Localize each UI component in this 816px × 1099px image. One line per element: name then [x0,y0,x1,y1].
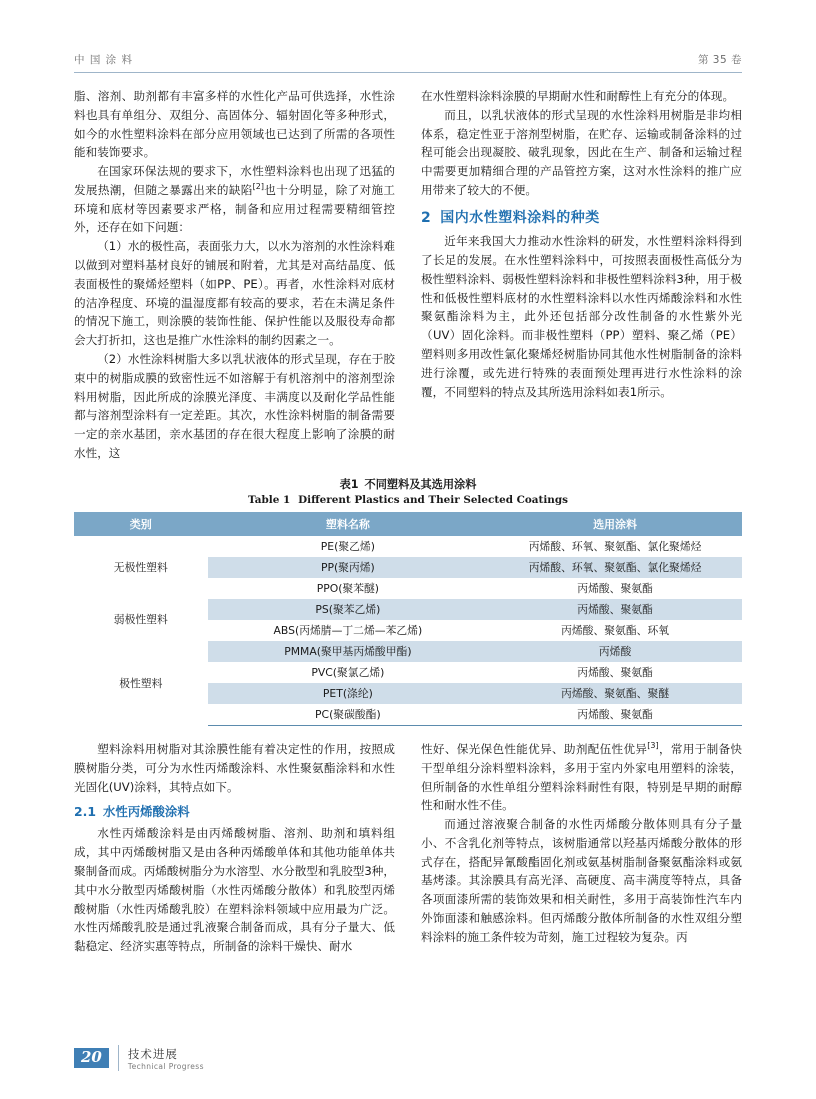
column-header-coating: 选用涂料 [488,512,742,536]
paragraph: 塑料涂料用树脂对其涂膜性能有着决定性的作用，按照成膜树脂分类，可分为水性丙烯酸涂料、水性聚氨酯涂料和水性光固化(UV)涂料，其特点如下。 [74,741,395,794]
subsection-title: 水性丙烯酸涂料 [102,804,190,820]
page-footer [74,1045,204,1071]
cell-coating: 丙烯酸、环氧、聚氨酯、氯化聚烯烃 [488,557,742,578]
footer-section [128,1046,204,1071]
table-header-row [74,512,742,536]
table-row [74,599,742,620]
running-head [74,52,742,73]
column-header-category: 类别 [74,512,208,536]
journal-name: 中 国 涂 料 [74,54,134,66]
table-header [74,512,742,536]
cell-plastic-name: PPO(聚苯醚) [316,581,380,595]
paragraph: 脂、溶剂、助剂都有丰富多样的水性化产品可供选择，水性涂料也具有单组分、双组分、高固体分、辐射固化等多种形式，如今的水性塑料涂料在部分应用领域也已达到了所需的各项性能和装饰要求。 [74,89,395,160]
footer-divider [118,1045,119,1071]
cell-plastic-name: PVC(聚氯乙烯) [311,665,385,679]
right-column [421,87,742,463]
volume-label: 第 35 卷 [697,54,742,66]
cell-coating: 丙烯酸、聚氨酯、聚醚 [488,683,742,704]
paragraph: 在水性塑料涂料涂膜的早期耐水性和耐醇性上有充分的体现。 [421,89,735,103]
cell-plastic-name: PMMA(聚甲基丙烯酸甲酯) [208,641,489,662]
footer-section-cn: 技术进展 [127,1046,178,1061]
cell-coating: 丙烯酸 [488,641,742,662]
subsection-heading [74,802,395,822]
cell-category: 弱极性塑料 [74,599,208,641]
table-row [74,641,742,662]
paragraph: 在国家环保法规的要求下，水性塑料涂料也出现了迅猛的发展热潮，但随之暴露出来的缺陷[2]也十分明显，除了对施工环境和底材等因素要求严格，制备和应用过程需要精细管控外，还存在如下问题： [74,164,395,235]
plastics-coatings-table [74,512,742,726]
lower-columns [74,740,742,956]
table-caption-en [74,493,742,508]
paragraph: 而通过溶液聚合制备的水性丙烯酸分散体则具有分子量小、不含乳化剂等特点，该树脂通常以羟基丙烯酸分散体的形式存在，搭配异氰酸酯固化剂或氨基树脂制备聚氨酯涂料或氨基烤漆。其涂膜具有高光泽、高硬度、高丰满度等特点，具备各项面漆所需的装饰效果和相关耐性，多用于高装饰性汽车内外饰面漆和触感涂料。但丙烯酸分散体所制备的水性双组分塑料涂料的施工条件较为苛刻，施工过程较为复杂。丙 [421,817,742,944]
cell-coating: 丙烯酸、聚氨酯 [577,665,653,679]
page-number: 20 [74,1048,109,1068]
table-title-en: Different Plastics and Their Selected Coatings [298,493,568,506]
cell-category: 极性塑料 [74,641,208,726]
cell-coating: 丙烯酸、聚氨酯、环氧 [561,623,670,637]
cell-coating: 丙烯酸、聚氨酯 [577,581,653,595]
table-caption-cn [74,477,742,493]
section-number: 2 [421,209,432,226]
right-column-lower [421,740,742,956]
cell-plastic-name: PP(聚丙烯) [208,557,489,578]
paragraph: （2）水性涂料树脂大多以乳状液体的形式呈现，存在于胶束中的树脂成膜的致密性远不如溶解于有机溶剂中的溶剂型涂料用树脂，因此所成的涂膜光泽度、丰满度以及耐化学品性能都与溶剂型涂料有一定差距。其次，水性涂料树脂的制备需要一定的亲水基团，亲水基团的存在很大程度上影响了涂膜的耐水性，这 [74,351,395,460]
cell-plastic-name: PS(聚苯乙烯) [208,599,489,620]
cell-plastic-name: PE(聚乙烯) [320,539,375,553]
paragraph: 水性丙烯酸涂料是由丙烯酸树脂、溶剂、助剂和填料组成，其中丙烯酸树脂又是由各种丙烯酸单体和其他功能单体共聚制备而成。丙烯酸树脂分为水溶型、水分散型和乳胶型3种，其中水分散型丙烯酸树脂（水性丙烯酸分散体）和乳胶型丙烯酸树脂（水性丙烯酸乳胶）在塑料涂料领域中应用最为广泛。水性丙烯酸乳胶是通过乳液聚合制备而成，具有分子量大、低黏稳定、经济实惠等特点，所制备的涂料干燥快、耐水 [74,826,395,954]
left-column-lower [74,740,395,956]
section-title: 国内水性塑料涂料的种类 [440,209,600,226]
cell-coating: 丙烯酸、环氧、聚氨酯、氯化聚烯烃 [528,539,702,553]
column-header-plastic-name: 塑料名称 [208,512,489,536]
table-label-en: Table 1 [248,493,291,506]
paragraph: （1）水的极性高，表面张力大，以水为溶剂的水性涂料难以做到对塑料基材良好的铺展和附着，尤其是对高结晶度、低表面极性的聚烯烃塑料（如PP、PE）。再者，水性涂料对底材的洁净程度、环境的温湿度都有较高的要求，若在未满足条件的情况下施工，则涂膜的装饰性能、保护性能以及服役寿命都会大打折扣，这也是推广水性涂料的制约因素之一。 [74,239,395,348]
table-label-cn: 表1 [339,477,359,491]
cell-coating: 丙烯酸、聚氨酯 [488,704,742,726]
left-column [74,87,395,463]
table-1-block [74,477,742,726]
section-heading [421,207,742,230]
cell-plastic-name: PET(涤纶) [208,683,489,704]
cell-plastic-name: ABS(丙烯腈—丁二烯—苯乙烯) [273,623,423,637]
paragraph: 性好、保光保色性能优异、助剂配伍性优异[3]，常用于制备快干型单组分涂料塑料涂料，多用于室内外家电用塑料的涂装，但所制备的水性单组分塑料涂料耐性有限，特别是早期的耐醇性和耐水性不佳。 [421,741,742,813]
cell-category: 无极性塑料 [74,536,208,599]
table-caption [74,477,742,508]
table-title-cn: 不同塑料及其选用涂料 [364,477,477,491]
paragraph: 而且，以乳状液体的形式呈现的水性涂料用树脂是非均相体系，稳定性亚于溶剂型树脂，在贮存、运输或制备涂料的过程可能会出现凝胶、破乳现象，因此在生产、制备和运输过程中需要更加精细合理的产品管控方案，这对水性涂料的推广应用带来了较大的不便。 [421,107,742,197]
table-body [74,536,742,726]
cell-coating: 丙烯酸、聚氨酯 [488,599,742,620]
paragraph: 近年来我国大力推动水性涂料的研发，水性塑料涂料得到了长足的发展。在水性塑料涂料中，可按照表面极性高低分为极性塑料涂料、弱极性塑料涂料和非极性塑料涂料3种，用于极性和低极性塑料底材的水性塑料涂料以水性丙烯酸涂料和水性聚氨酯涂料为主，此外还包括部分改性制备的水性紫外光（UV）固化涂料。而非极性塑料（PP）塑料、聚乙烯（PE）塑料则多用改性氯化聚烯烃树脂协同其他水性树脂制备的涂料进行涂覆，或先进行特殊的表面预处理再进行水性涂料的涂覆，不同塑料的特点及其所选用涂料如表1所示。 [421,234,742,399]
footer-section-en: Technical Progress [127,1061,204,1071]
table-row [74,536,742,557]
subsection-number: 2.1 [74,804,96,820]
upper-columns [74,87,742,463]
cell-plastic-name: PC(聚碳酸酯) [208,704,489,726]
